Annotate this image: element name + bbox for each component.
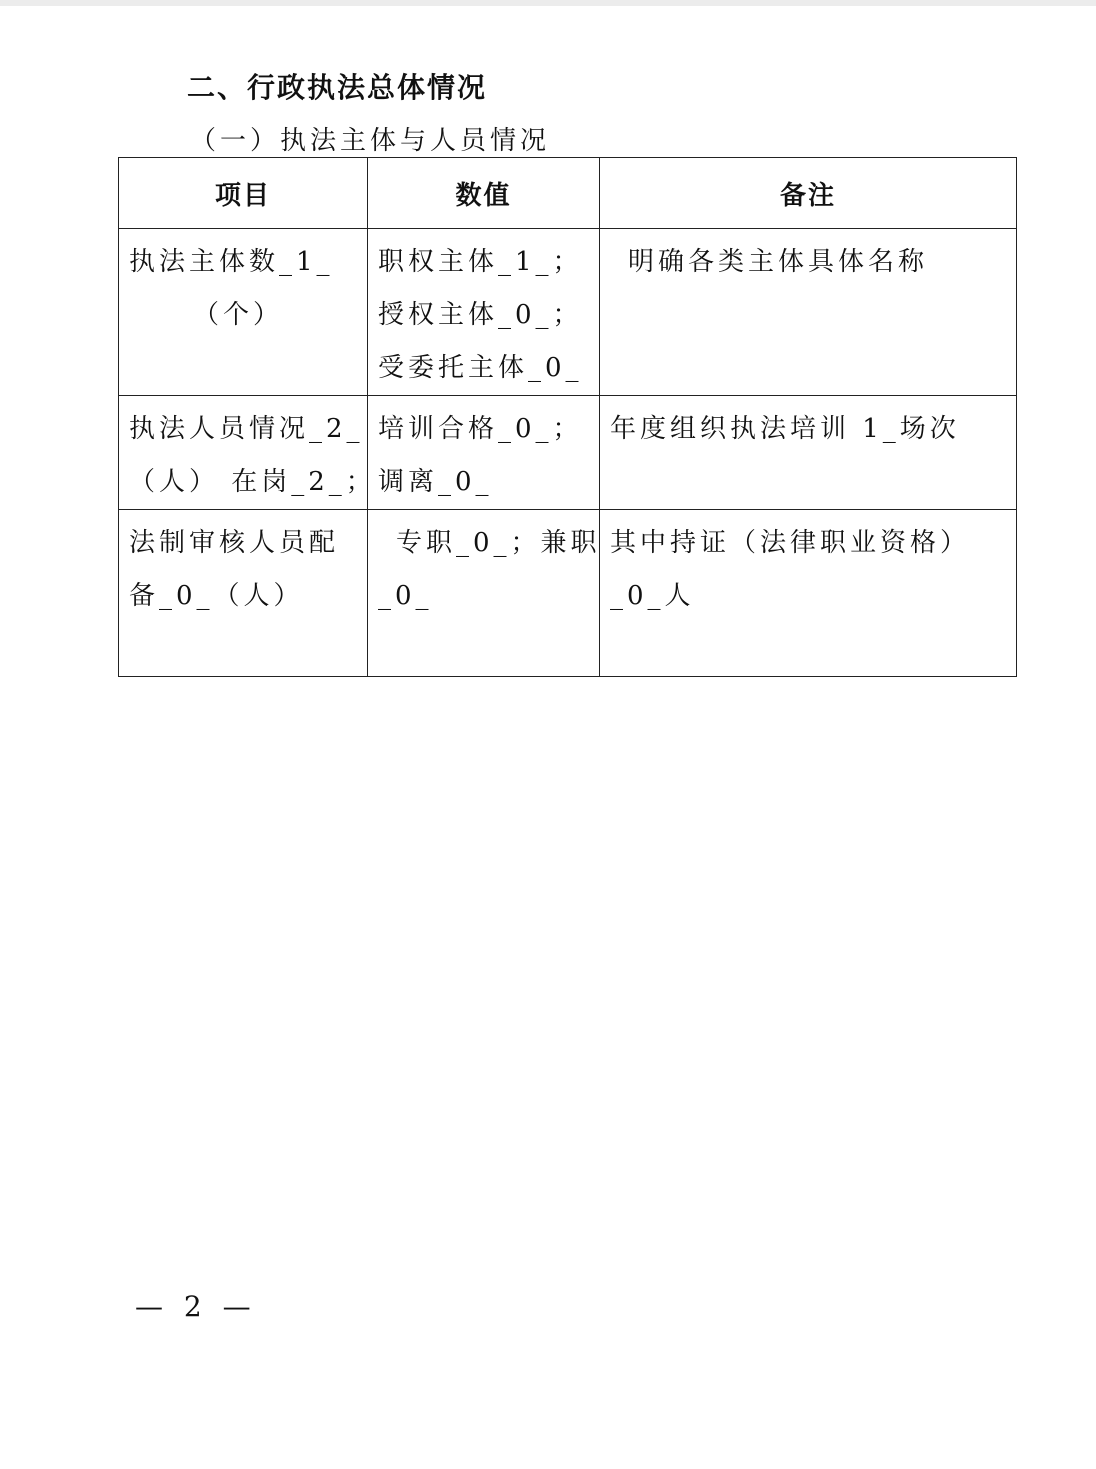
note-line: 其中持证（法律职业资格） [610, 528, 971, 558]
item-cell [119, 396, 376, 510]
header-note: 备注 [600, 158, 1017, 229]
item-line: 法制审核人员配 [129, 528, 340, 558]
value-cell [368, 510, 600, 677]
table-row [119, 396, 1017, 510]
item-line: 执法主体数_1_ [129, 247, 334, 277]
subsection-heading: （一）执法主体与人员情况 [190, 126, 551, 156]
page-number: — 2 — [135, 1290, 257, 1323]
item-line: （人） 在岗_2_； [129, 467, 376, 497]
value-line: 授权主体_0_； [378, 300, 583, 330]
section-heading: 二、行政执法总体情况 [187, 71, 488, 104]
value-line: 受委托主体_0_ [378, 353, 583, 383]
value-cell [368, 396, 600, 510]
value-line: _0_ [378, 581, 433, 611]
header-value: 数值 [368, 158, 600, 229]
item-line: 备_0_（人） [129, 581, 304, 611]
note-cell [600, 510, 1017, 677]
note-line: 年度组织执法培训 1_场次 [610, 414, 960, 444]
top-edge-strip [0, 0, 1096, 6]
item-cell [119, 229, 368, 396]
value-line: 培训合格_0_； [378, 414, 583, 444]
note-cell [600, 396, 1017, 510]
value-cell [368, 229, 600, 396]
table-header-row [119, 158, 1017, 229]
item-line: 执法人员情况_2_ [129, 414, 364, 444]
value-line: 调离_0_ [378, 467, 493, 497]
item-line: （个） [193, 300, 284, 330]
note-line: _0_人 [610, 581, 695, 611]
table-row [119, 510, 1017, 677]
header-item: 项目 [119, 158, 368, 229]
value-line: 专职_0_；兼职 [396, 528, 601, 558]
value-line: 职权主体_1_； [378, 247, 583, 277]
note-cell [600, 229, 1017, 396]
enforcement-summary-table [118, 157, 1017, 677]
item-cell [119, 510, 368, 677]
note-line: 明确各类主体具体名称 [628, 247, 929, 277]
table-row [119, 229, 1017, 396]
